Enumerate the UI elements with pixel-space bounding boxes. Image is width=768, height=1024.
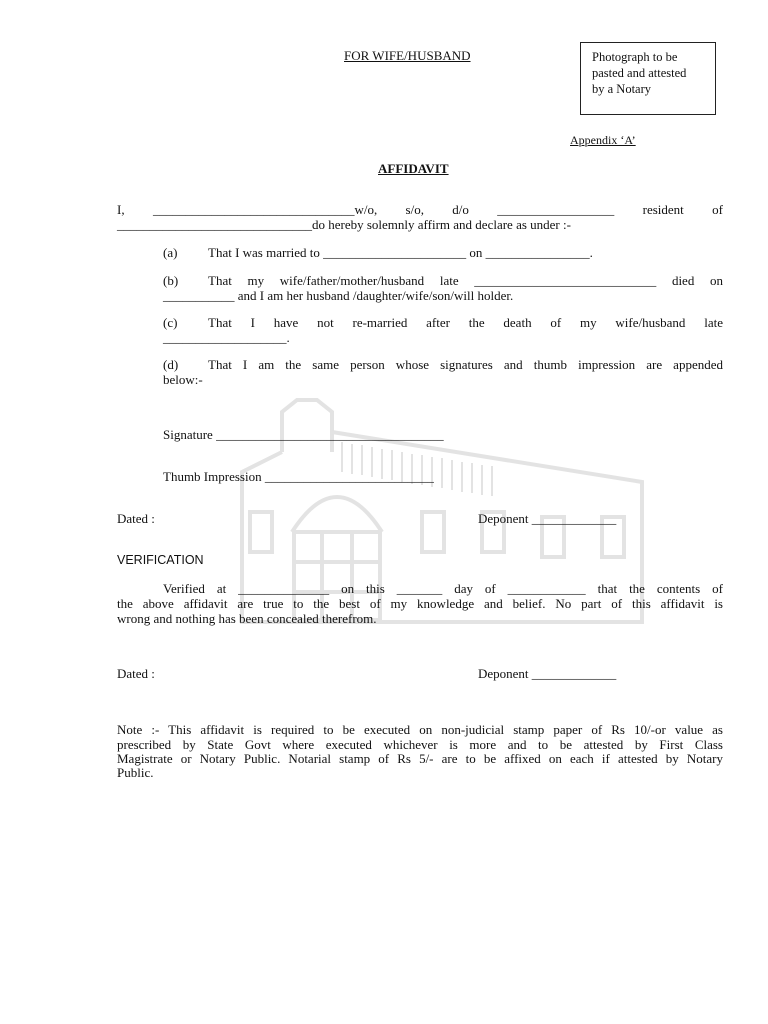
- appendix-label: Appendix ‘A’: [570, 133, 636, 147]
- note-line-4: Public.: [117, 765, 154, 780]
- form-for-heading: FOR WIFE/HUSBAND: [344, 48, 471, 63]
- photograph-box: [580, 42, 716, 115]
- item-a-text: That I was married to ______________________ on ________________.: [208, 245, 593, 260]
- intro-word: d/o: [452, 202, 469, 217]
- item-label: (c): [163, 315, 178, 330]
- intro-word: of: [712, 202, 723, 217]
- intro-word: I,: [117, 202, 125, 217]
- item-b-line-1: That my wife/father/mother/husband late ____________________________ died on: [208, 273, 723, 288]
- intro-blank-name: _______________________________w/o,: [152, 202, 378, 217]
- thumb-impression-field: Thumb Impression __________________________: [163, 469, 434, 484]
- item-c-line-1: That I have not re-married after the death of my wife/husband late: [208, 315, 723, 330]
- photo-box-line-2: pasted and attested: [592, 66, 687, 80]
- photo-box-line-3: by a Notary: [592, 82, 652, 96]
- item-b-line-2: ___________ and I am her husband /daughter/wife/son/will holder.: [163, 288, 514, 303]
- note-line-3: Magistrate or Notary Public. Notarial stamp of Rs 5/- are to be affixed on each if attested by Notary: [117, 751, 723, 766]
- note-line-1: Note :- This affidavit is required to be executed on non-judicial stamp paper of Rs 10/-or value as: [117, 722, 723, 737]
- photo-box-line-1: Photograph to be: [592, 50, 678, 64]
- intro-line-1: [117, 202, 723, 217]
- item-label: (b): [163, 273, 179, 288]
- item-d-line-2: below:-: [163, 372, 203, 387]
- item-d-line-1: That I am the same person whose signatures and thumb impression are appended: [208, 357, 723, 372]
- intro-word: resident: [642, 202, 684, 217]
- intro-blank-relation: __________________: [497, 202, 615, 217]
- dated-label: Dated :: [117, 666, 155, 681]
- item-c-line-2: ___________________.: [163, 330, 290, 345]
- page-title: AFFIDAVIT: [378, 161, 449, 176]
- verification-line-3: wrong and nothing has been concealed therefrom.: [117, 611, 377, 626]
- intro-word: s/o,: [405, 202, 424, 217]
- deponent-field: Deponent _____________: [478, 511, 617, 526]
- signature-field: Signature ___________________________________: [163, 427, 444, 442]
- verification-heading: VERIFICATION: [117, 553, 204, 567]
- verification-line-1: Verified at ______________ on this _______ day of ____________ that the contents of: [163, 581, 723, 596]
- item-label: (a): [163, 245, 178, 260]
- dated-label: Dated :: [117, 511, 155, 526]
- deponent-field: Deponent _____________: [478, 666, 617, 681]
- item-label: (d): [163, 357, 179, 372]
- verification-line-2: the above affidavit are true to the best of my knowledge and belief. No part of this affidavit is: [117, 596, 723, 611]
- intro-line-2: ______________________________do hereby solemnly affirm and declare as under :-: [117, 217, 571, 232]
- note-line-2: prescribed by State Govt where executed whichever is more and to be attested by First Class: [117, 737, 723, 752]
